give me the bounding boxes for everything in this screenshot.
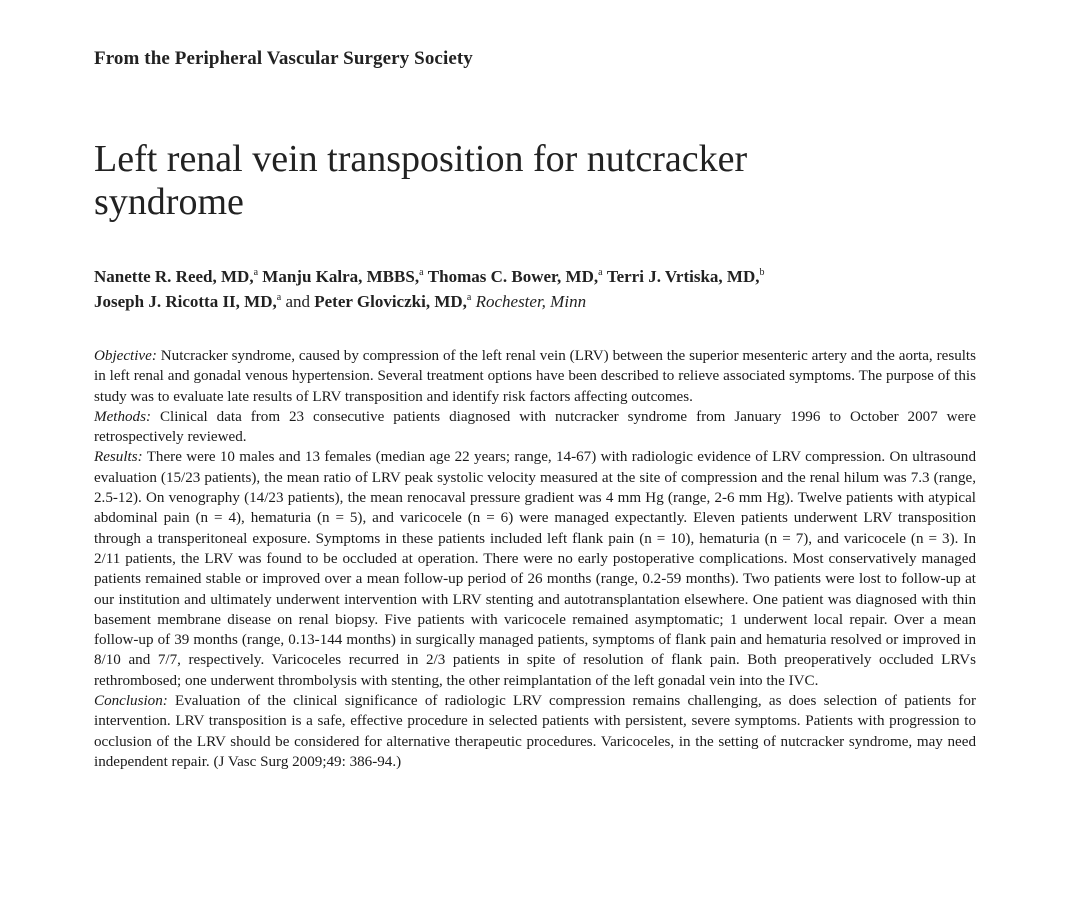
section-label: Objective: (94, 348, 157, 364)
affiliation-mark: b (759, 267, 765, 278)
abstract-results (94, 447, 976, 691)
author-name: Peter Gloviczki, MD, (314, 292, 467, 311)
affiliation-mark: a (276, 292, 282, 303)
author-name: Joseph J. Ricotta II, MD, (94, 292, 277, 311)
section-text: Evaluation of the clinical significance of radiologic LRV compression remains challenging, as does selection of patients for intervention. LRV transposition is a safe, effective procedure in selected patients with persistent, severe symptoms. Patients with progression to occlusion of the LRV should be considered for alternative therapeutic procedures. Varicoceles, in the setting of nutcracker syndrome, may need independent repair. (J Vasc Surg 2009;49: 386-94.) (94, 693, 976, 770)
affiliation-mark: a (598, 267, 603, 278)
abstract-conclusion (94, 691, 976, 772)
section-text: There were 10 males and 13 females (median age 22 years; range, 14-67) with radiologic evidence of LRV compression. On ultrasound evaluation (15/23 patients), the mean ratio of LRV peak systolic velocity measured at the site of compression and the renal hilum was 7.3 (range, 2.5-12). On venography (14/23 patients), the mean renocaval pressure gradient was 4 mm Hg (range, 2-6 mm Hg). Twelve patients with atypical abdominal pain (n = 4), hematuria (n = 5), and varicocele (n = 6) were managed expectantly. Eleven patients underwent LRV transposition through a transperitoneal exposure. Symptoms in these patients included left flank pain (n = 10), hematuria (n = 7), and varicocele (n = 3). In 2/11 patients, the LRV was found to be occluded at operation. There were no early postoperative complications. Most conservatively managed patients remained stable or improved over a mean follow-up period of 26 months (range, 0.2-59 months). Two patients were lost to follow-up at our institution and ultimately underwent intervention with LRV stenting and autotransplantation elsewhere. One patient was diagnosed with thin basement membrane disease on renal biopsy. Five patients with varicocele remained asymptomatic; 1 underwent local repair. Over a mean follow-up of 39 months (range, 0.13-144 months) in surgically managed patients, symptoms of flank pain and hematuria resolved or improved in 8/10 and 7/7, respectively. Varicoceles recurred in 2/3 patients in spite of resolution of flank pain. Both preoperatively occluded LRVs rethrombosed; one underwent thrombolysis with stenting, the other reimplantation of the left gonadal vein into the IVC. (94, 449, 976, 689)
article-title: Left renal vein transposition for nutcracker syndrome (94, 138, 748, 223)
author-name: Terri J. Vrtiska, MD, (606, 267, 760, 286)
author-line-2 (94, 289, 954, 314)
affiliation-mark: a (466, 292, 472, 303)
article-page (94, 0, 976, 916)
society-heading: From the Peripheral Vascular Surgery Society (94, 48, 473, 69)
abstract-objective (94, 346, 976, 407)
section-label: Results: (94, 449, 143, 466)
author-list (94, 264, 954, 314)
abstract-methods (94, 407, 976, 448)
author-location: Rochester, Minn (475, 292, 587, 311)
author-name: Nanette R. Reed, MD, (94, 267, 254, 286)
section-text: Nutcracker syndrome, caused by compression of the left renal vein (LRV) between the superior mesenteric artery and the aorta, results in left renal and gonadal venous hypertension. Several treatment options have been described to relieve associated symptoms. The purpose of this study was to evaluate late results of LRV transposition and identify risk factors affecting outcomes. (94, 348, 976, 405)
author-name: Thomas C. Bower, MD, (427, 267, 599, 286)
abstract (94, 346, 976, 772)
author-name: Manju Kalra, MBBS, (262, 267, 420, 286)
author-conjunction: and (285, 292, 310, 311)
affiliation-mark: a (419, 267, 424, 278)
author-line-1 (94, 264, 954, 289)
affiliation-mark: a (253, 267, 259, 278)
section-label: Methods: (94, 408, 152, 425)
section-label: Conclusion: (94, 693, 168, 710)
section-text: Clinical data from 23 consecutive patients diagnosed with nutcracker syndrome from January 1996 to October 2007 were retrospectively reviewed. (94, 408, 976, 446)
